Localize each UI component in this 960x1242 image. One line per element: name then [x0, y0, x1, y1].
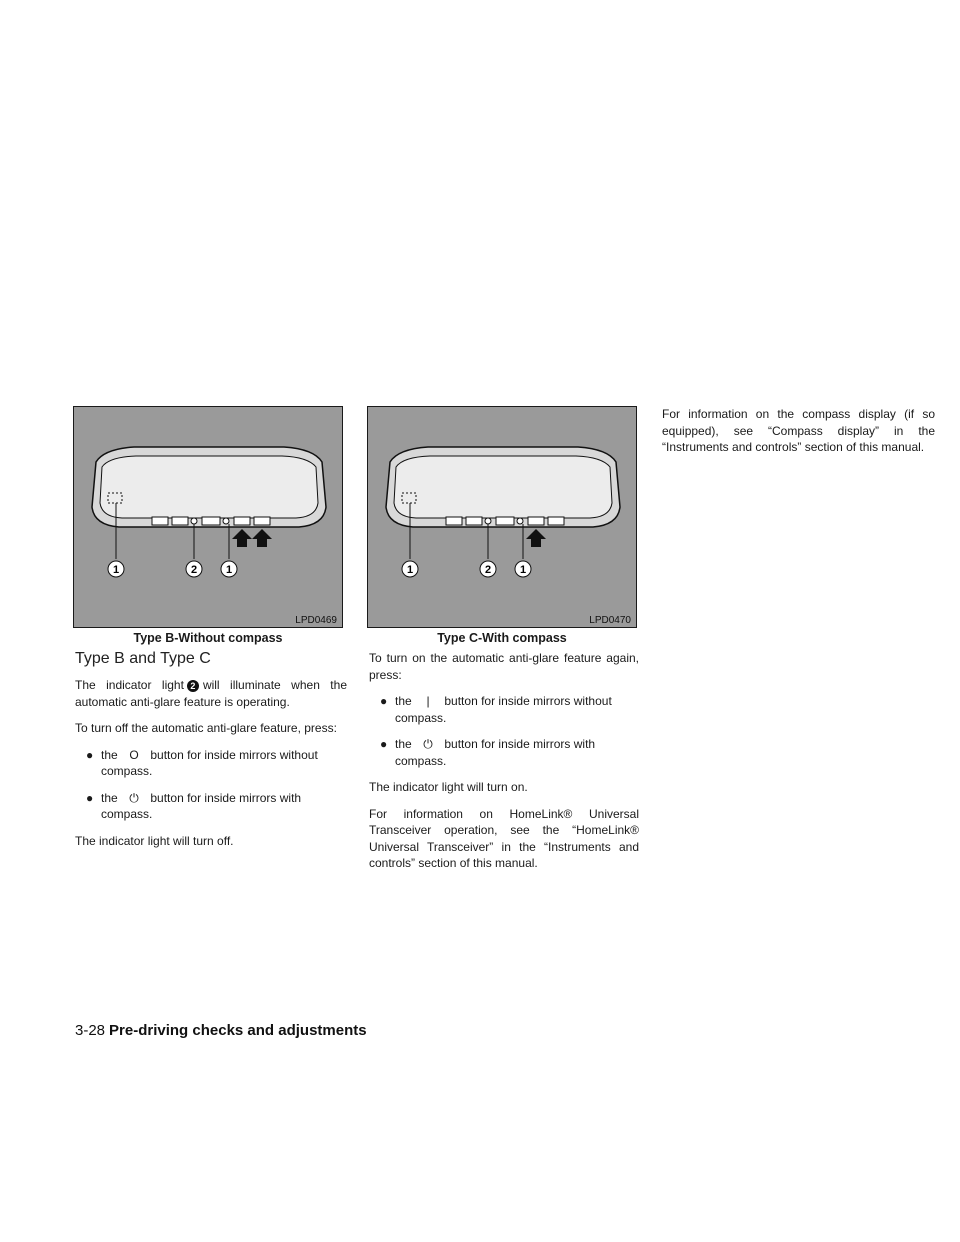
off-symbol: O	[129, 747, 139, 762]
page-footer	[75, 1022, 367, 1039]
column-2	[369, 650, 639, 882]
figure-mirror-type-c	[367, 406, 637, 628]
on-symbol: |	[426, 694, 430, 708]
figure-caption: Type C-With compass	[437, 631, 567, 645]
text: button for inside mirrors without compass.	[101, 747, 318, 778]
text: The indicator light	[75, 678, 184, 692]
text: button for inside mirrors with compass.	[101, 790, 302, 821]
text: button for inside mirrors without compass.	[395, 694, 612, 725]
list-item	[369, 736, 639, 769]
section-title: Pre-driving checks and adjustments	[109, 1022, 367, 1039]
callout-1: 1	[406, 564, 414, 576]
figure-caption: Type B-Without compass	[133, 631, 283, 645]
paragraph: The indicator light will turn on.	[369, 780, 528, 794]
callout-1: 1	[519, 564, 527, 576]
figure-code: LPD0469	[295, 615, 337, 626]
paragraph: To turn on the automatic anti-glare feature again, press:	[369, 651, 639, 682]
callout-2: 2	[190, 564, 198, 576]
bullet-icon: ●	[86, 790, 94, 805]
power-icon: ⏻	[129, 790, 139, 805]
section-heading: Type B and Type C	[75, 650, 211, 667]
power-icon: ⏻	[423, 737, 433, 751]
column-3	[662, 406, 935, 466]
list-item	[75, 747, 347, 780]
page-number: 3-28	[75, 1022, 106, 1039]
list-item	[75, 790, 347, 823]
bullet-icon: ●	[86, 747, 94, 762]
text: the	[101, 747, 118, 762]
text: button for inside mirrors with compass.	[395, 737, 596, 768]
text: the	[395, 737, 412, 751]
text: the	[101, 790, 118, 805]
paragraph: The indicator light will turn off.	[75, 833, 234, 848]
bullet-icon: ●	[380, 737, 388, 751]
list-item	[369, 693, 639, 726]
paragraph: To turn off the automatic anti-glare feature, press:	[75, 721, 337, 735]
paragraph	[75, 677, 347, 710]
paragraph: For information on HomeLink® Universal Transceiver operation, see the “HomeLink® Universal Transceiver” in the “Instruments and controls” section of this manual.	[369, 806, 639, 870]
bullet-icon: ●	[380, 694, 388, 708]
text: the	[395, 694, 412, 708]
callout-1: 1	[225, 564, 233, 576]
callout-2: 2	[484, 564, 492, 576]
column-1	[75, 677, 347, 859]
mirror-illustration-type-c	[368, 407, 637, 628]
text: will illuminate when the automatic anti-glare feature is operating.	[75, 678, 347, 709]
figure-code: LPD0470	[589, 615, 631, 626]
callout-1: 1	[112, 564, 120, 576]
mirror-illustration-type-b	[74, 407, 343, 628]
callout-2-icon: 2	[187, 680, 199, 692]
paragraph: For information on the compass display (if so equipped), see “Compass display” in the “Instruments and controls” section of this manual.	[662, 407, 935, 454]
figure-mirror-type-b	[73, 406, 343, 628]
